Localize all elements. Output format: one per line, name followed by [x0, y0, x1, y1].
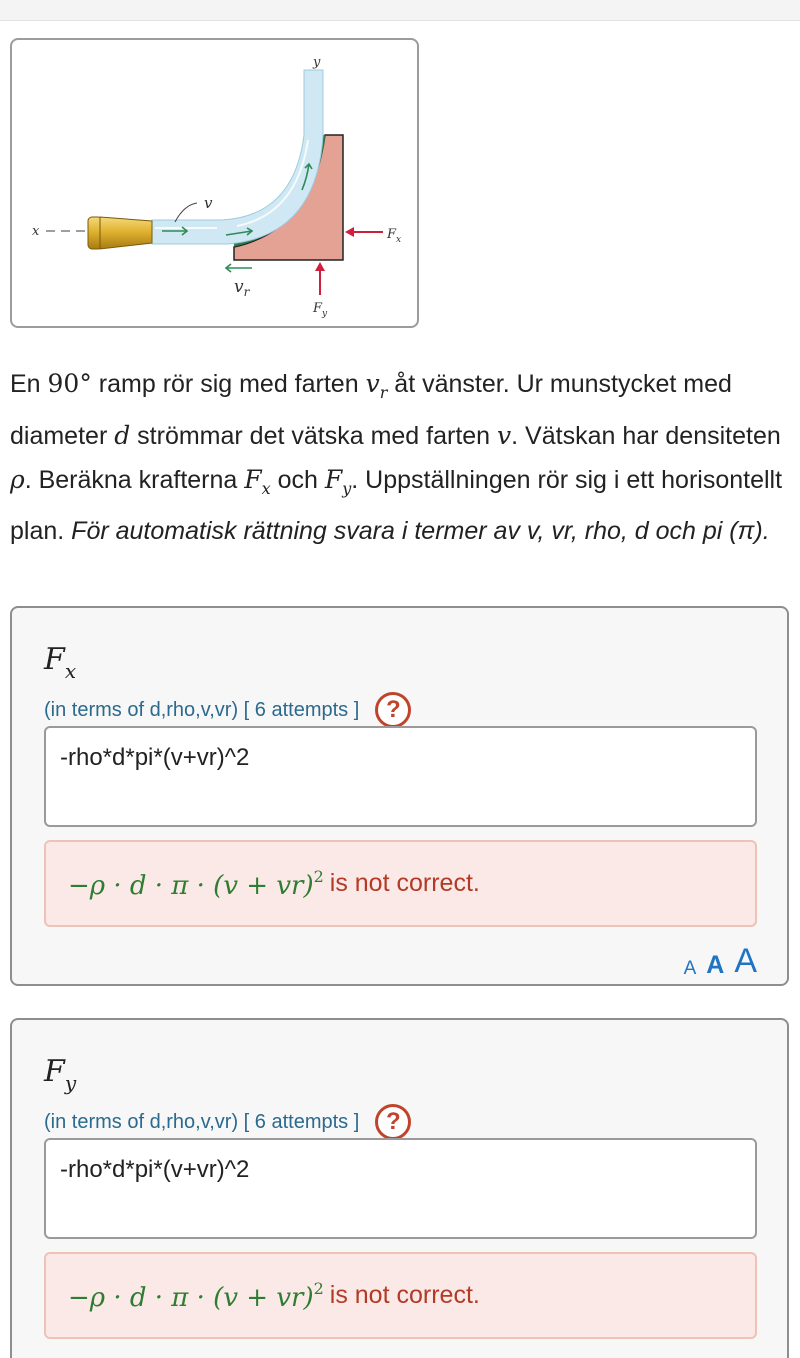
rho-math: ρ: [10, 465, 25, 494]
ramp-figure: [10, 38, 419, 328]
question-card-fy: [10, 1018, 789, 1358]
instruction-italic: För automatisk rättning svara i termer av v, vr, rho, d och pi (π).: [71, 517, 770, 545]
vr-label: $v_r$: [234, 277, 250, 299]
help-icon[interactable]: ?: [375, 692, 411, 728]
font-size-medium-button[interactable]: A: [706, 951, 725, 979]
question-title: $F_x$: [44, 642, 77, 683]
answer-input[interactable]: -rho*d*pi*(v+vr)^2: [44, 726, 757, 827]
font-size-large-button[interactable]: A: [734, 942, 757, 980]
top-bar: [0, 0, 800, 21]
feedback-math: −ρ · d · π · (v + vr)$^2$: [68, 1278, 324, 1313]
answer-hint: (in terms of d,rho,v,vr) [ 6 attempts ] ?: [44, 1104, 411, 1140]
ramp-diagram: [12, 40, 417, 326]
v-math: v: [497, 421, 512, 450]
v-label: v: [204, 194, 213, 212]
fx-math: $F_x$: [244, 465, 271, 498]
fx-label: $F_x$: [387, 227, 402, 245]
feedback-math: −ρ · d · π · (v + vr)$^2$: [68, 866, 324, 901]
feedback-text: is not correct.: [329, 1281, 480, 1309]
d-math: d: [114, 421, 131, 450]
vr-math: $v_r$: [365, 369, 388, 402]
fy-math: $F_y$: [324, 465, 352, 498]
angle-math: 90°: [47, 369, 92, 398]
nozzle: [100, 217, 152, 249]
question-card-fx: [10, 606, 789, 986]
font-size-controls: [684, 944, 757, 978]
problem-statement: En 90° ramp rör sig med farten $v_r$ åt vänster. Ur munstycket med diameter d strömmar det vätska med farten v. Vätskan har densiteten ρ. Beräkna krafterna $F_x$ och $F_y$. Uppställningen rör sig i ett horisontellt plan. För automatisk rättning svara i termer av v, vr, rho, d och pi (π).: [10, 369, 783, 545]
font-size-small-button[interactable]: A: [683, 958, 697, 979]
feedback-box: [44, 1252, 757, 1339]
help-icon[interactable]: ?: [375, 1104, 411, 1140]
y-axis-label: y: [313, 55, 321, 70]
answer-input[interactable]: -rho*d*pi*(v+vr)^2: [44, 1138, 757, 1239]
x-axis-label: x: [32, 224, 40, 239]
question-title: $F_y$: [44, 1054, 77, 1095]
fy-label: $F_y$: [313, 301, 328, 319]
answer-hint: (in terms of d,rho,v,vr) [ 6 attempts ] ?: [44, 692, 411, 728]
feedback-text: is not correct.: [329, 869, 480, 897]
feedback-box: [44, 840, 757, 927]
